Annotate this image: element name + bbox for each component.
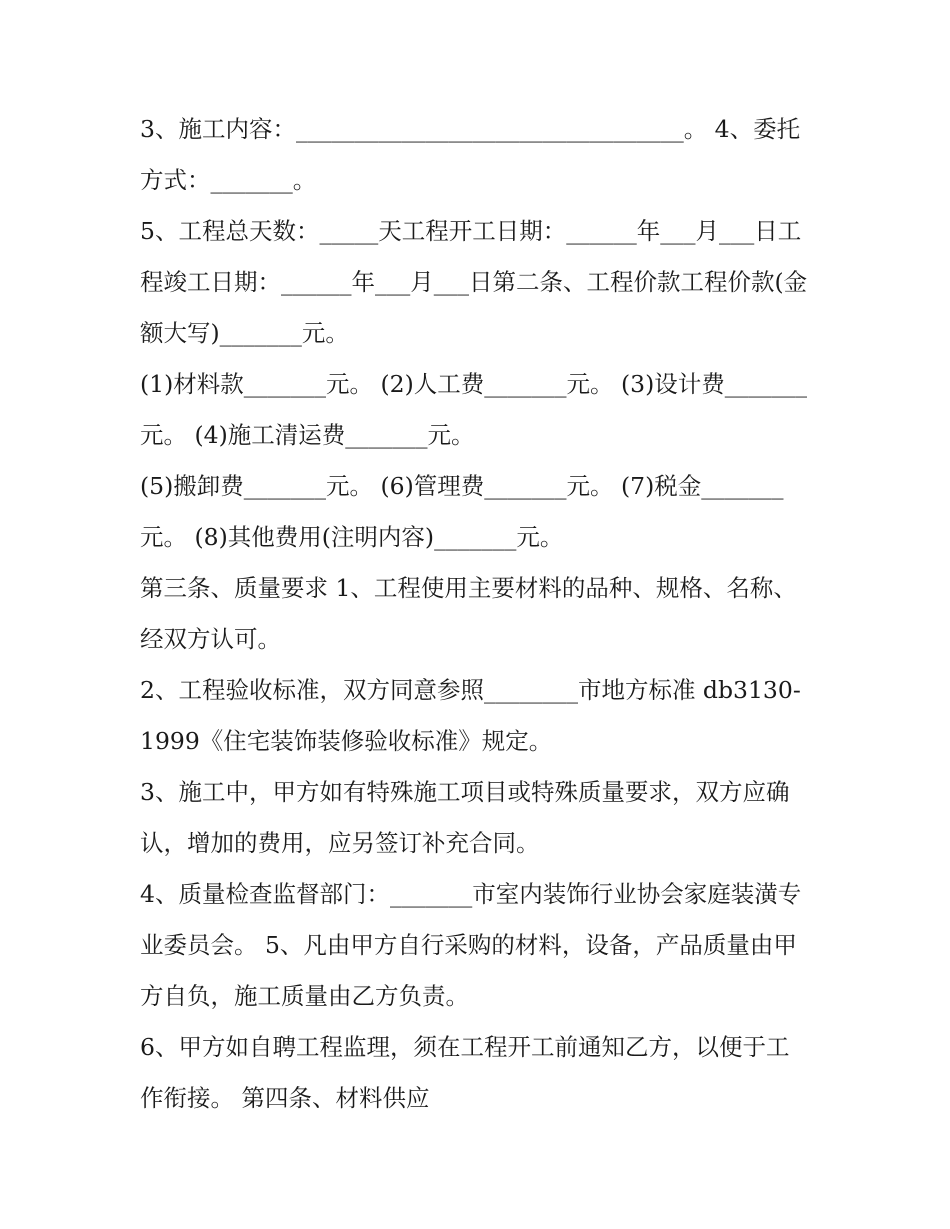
paragraph-construction-content: 3、施工内容：_________________________________。 4、委托方式：_______。 — [140, 115, 801, 194]
paragraph-quality-requirements: 第三条、质量要求 1、工程使用主要材料的品种、规格、名称、经双方认可。 — [140, 574, 797, 653]
document-body — [140, 104, 812, 1124]
paragraph-fees-part-2: (5)搬卸费_______元。 (6)管理费_______元。 (7)税金_______元。 (8)其他费用(注明内容)_______元。 — [140, 472, 784, 551]
paragraph-schedule-and-price: 5、工程总天数：_____天工程开工日期：______年___月___日工程竣工日期：______年___月___日第二条、工程价款工程价款(金额大写)_______元。 — [140, 217, 808, 347]
paragraph-quality-supervision: 4、质量检查监督部门：_______市室内装饰行业协会家庭装潢专业委员会。 5、凡由甲方自行采购的材料，设备，产品质量由甲方自负，施工质量由乙方负责。 — [140, 880, 802, 1010]
paragraph-fees-part-1: (1)材料款_______元。 (2)人工费_______元。 (3)设计费_______元。 (4)施工清运费_______元。 — [140, 370, 808, 449]
paragraph-supervisor-and-materials: 6、甲方如自聘工程监理，须在工程开工前通知乙方，以便于工作衔接。 第四条、材料供应 — [140, 1033, 790, 1112]
paragraph-acceptance-standard: 2、工程验收标准，双方同意参照________市地方标准 db3130-1999《住宅装饰装修验收标准》规定。 — [140, 676, 801, 755]
paragraph-special-requirements: 3、施工中，甲方如有特殊施工项目或特殊质量要求，双方应确认，增加的费用，应另签订补充合同。 — [140, 778, 790, 857]
